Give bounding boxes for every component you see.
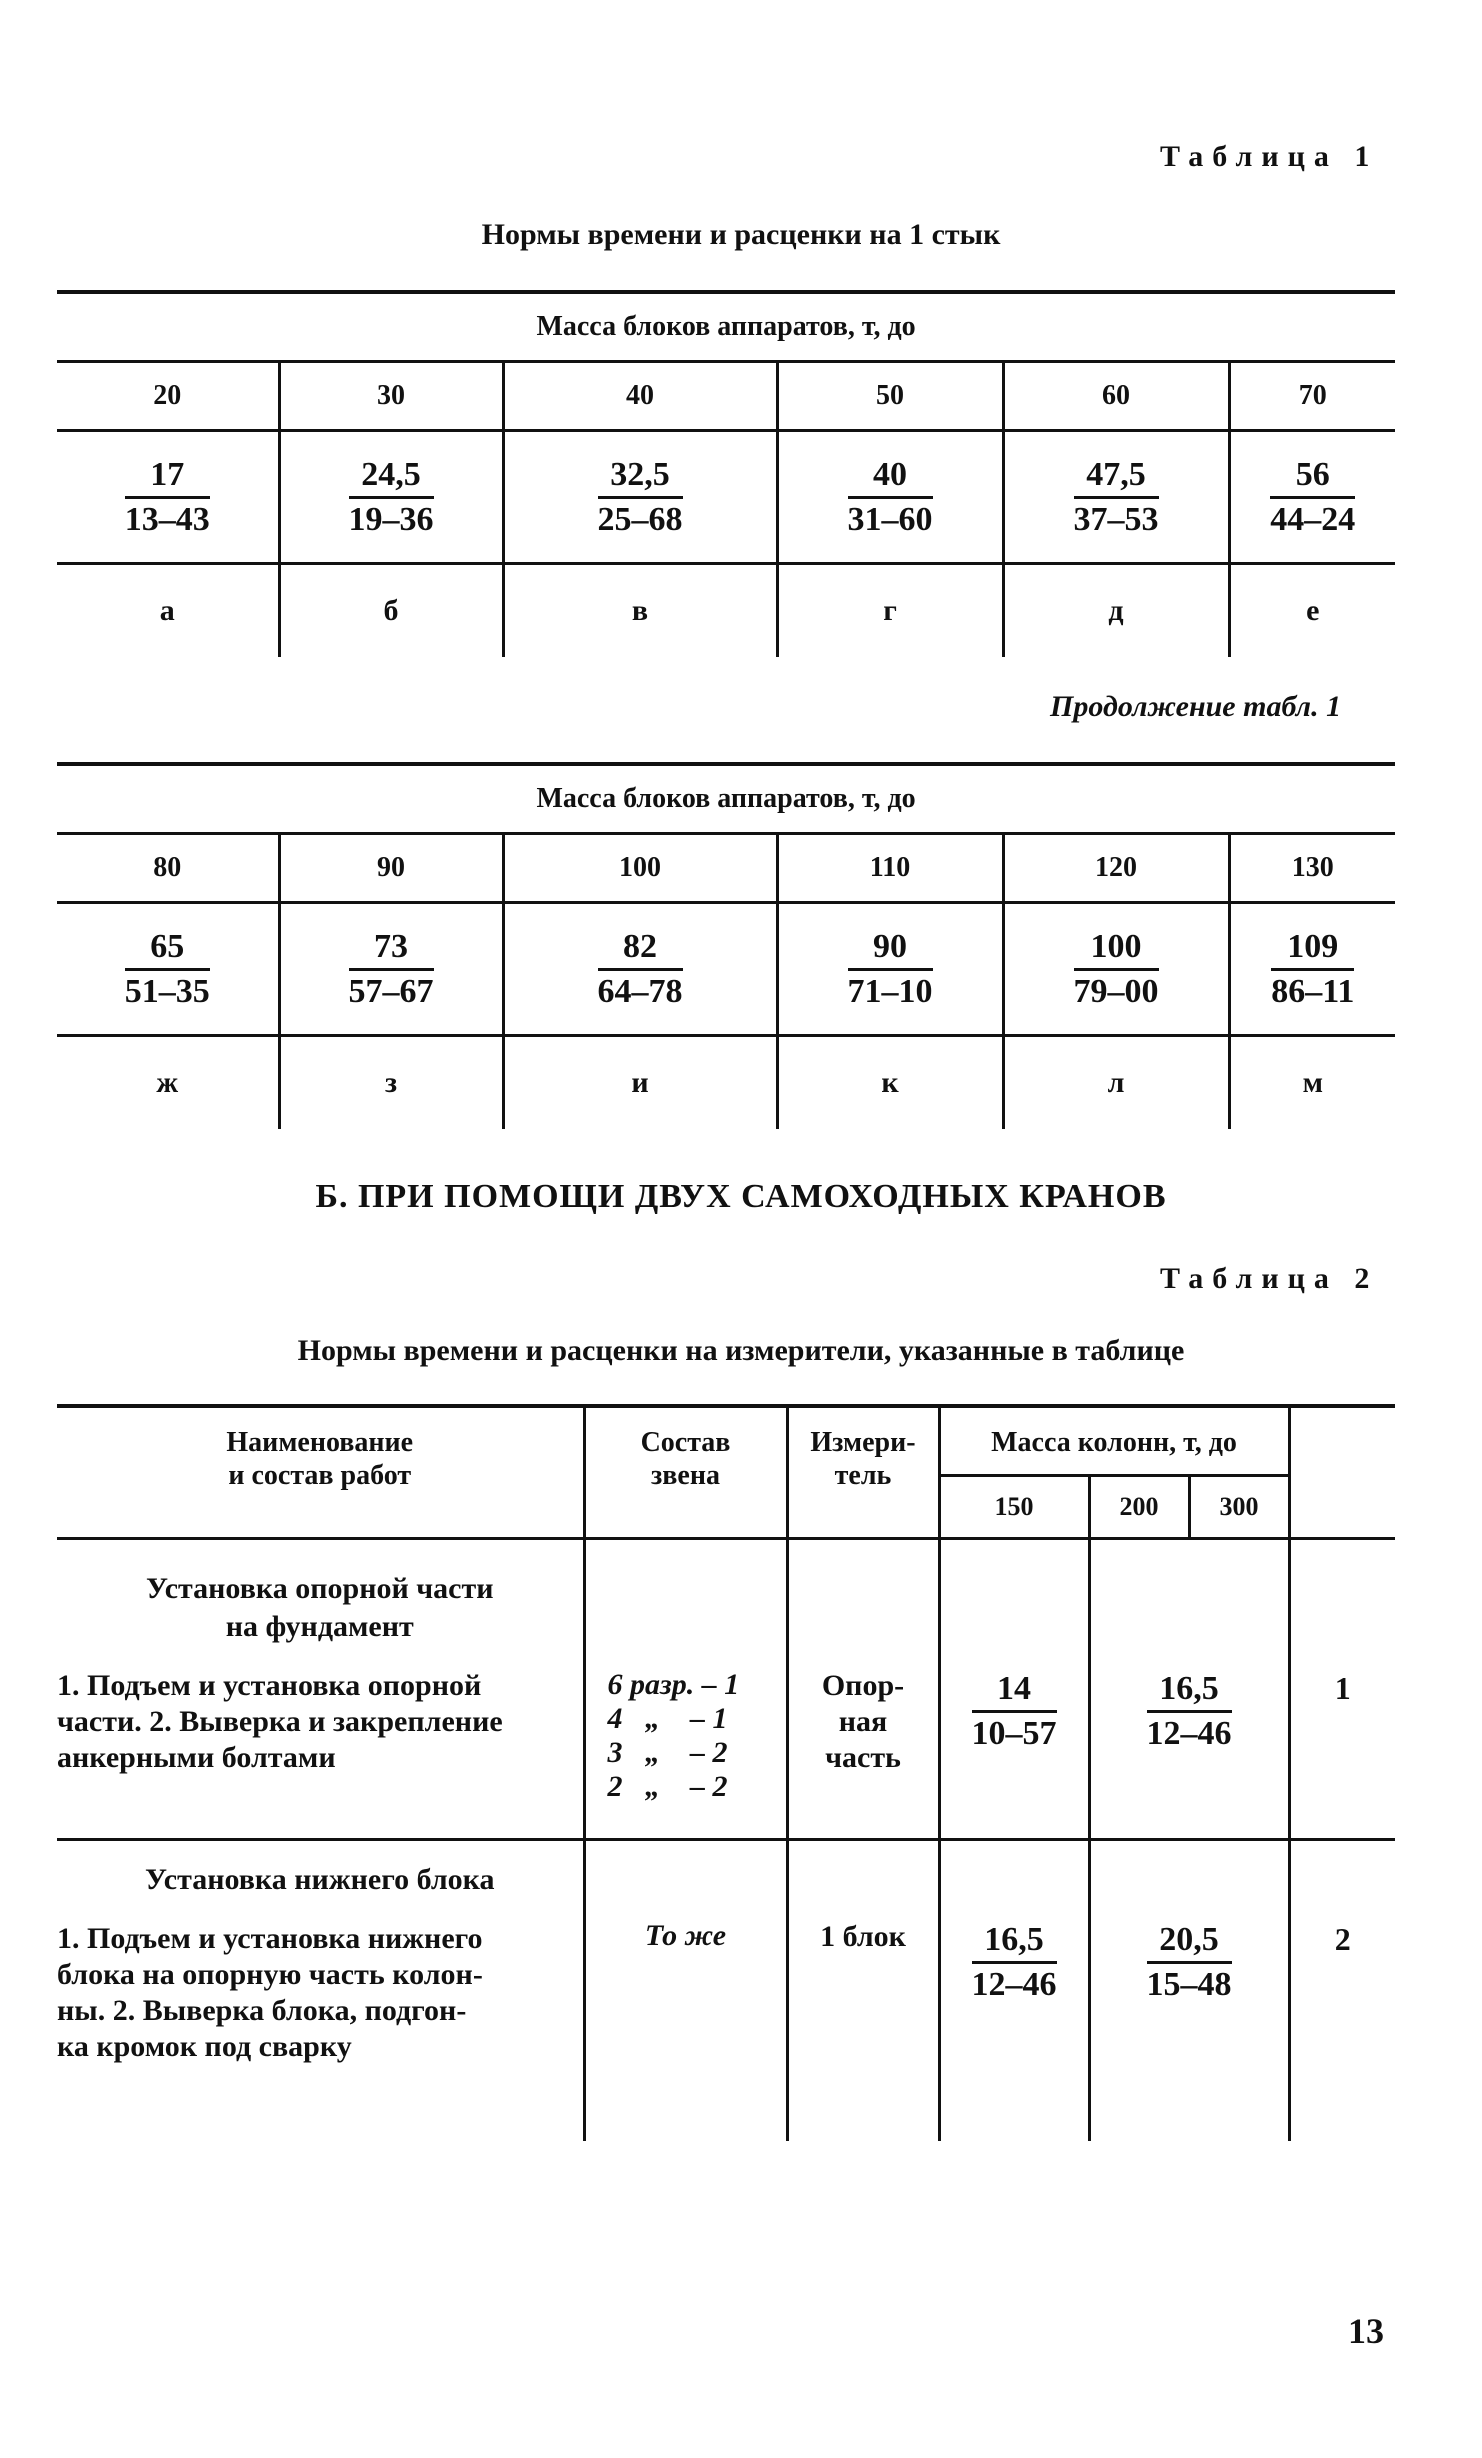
column-letter: л [1003, 1036, 1229, 1130]
mass-subcolumn: 150 [939, 1476, 1089, 1539]
norm-time: 47,5 [1074, 456, 1159, 499]
norm-price: 57–67 [348, 972, 434, 1010]
norm-time: 17 [125, 456, 210, 499]
desc-line: анкерными болтами [57, 1741, 336, 1774]
work-description [57, 1668, 583, 1776]
norm-time: 40 [848, 456, 933, 499]
table-row [57, 1539, 1395, 1840]
norm-cell [279, 903, 503, 1036]
unit-line: Опор- [821, 1669, 905, 1702]
crew-cell [584, 1840, 787, 2142]
table1-header: Масса блоков аппаратов, т, до [57, 292, 1395, 362]
row-index-value: 1 [1334, 1670, 1351, 1706]
norm-price: 19–36 [348, 500, 434, 538]
norm-time: 16,5 [972, 1921, 1057, 1964]
desc-line: ка кромок под сварку [57, 2030, 352, 2063]
table2-title: Нормы времени и расценки на измерители, указанные в таблице [297, 1334, 1185, 1367]
mass-column-header: Масса колонн, т, до [939, 1406, 1289, 1476]
mass-column-header: 70 [1229, 362, 1395, 431]
table1-part2 [57, 762, 1395, 1129]
unit-column-header [787, 1406, 939, 1539]
norm-price: 51–35 [124, 972, 210, 1010]
mass-column-header: 60 [1003, 362, 1229, 431]
mass-column-header: 80 [57, 834, 279, 903]
norm-cell [503, 903, 777, 1036]
norm-time: 56 [1270, 456, 1355, 499]
mass-subcolumn: 200 [1089, 1476, 1189, 1539]
unit-line: 1 блок [820, 1920, 906, 1953]
mass-subcolumn: 300 [1189, 1476, 1289, 1539]
desc-line: части. 2. Выверка и закрепление [57, 1705, 503, 1738]
desc-line: 1. Подъем и установка опорной [57, 1669, 482, 1702]
row-index [1289, 1840, 1395, 2142]
crew-line: 4 „ – 1 [607, 1702, 728, 1735]
norm-price: 37–53 [1073, 500, 1159, 538]
norm-time: 65 [125, 928, 210, 971]
work-title-line: Установка опорной части [145, 1572, 494, 1605]
norm-cell [57, 903, 279, 1036]
work-cell [57, 1840, 584, 2142]
norm-price: 15–48 [1146, 1966, 1232, 2003]
norm-time: 24,5 [349, 456, 434, 499]
row-index-value: 2 [1334, 1921, 1351, 1957]
crew-line: 2 „ – 2 [607, 1770, 728, 1803]
column-letter: д [1003, 564, 1229, 658]
norm-time: 100 [1074, 928, 1159, 971]
desc-line: 1. Подъем и установка нижнего [57, 1922, 483, 1955]
crew-column-header [584, 1406, 787, 1539]
index-column-header [1289, 1406, 1395, 1539]
mass-column-header: 110 [777, 834, 1003, 903]
norm-price: 12–46 [1146, 1715, 1232, 1752]
column-letter: м [1229, 1036, 1395, 1130]
mass-column-header: 50 [777, 362, 1003, 431]
norm-cell [1003, 431, 1229, 564]
norm-time: 20,5 [1147, 1921, 1232, 1964]
mass-column-header: 30 [279, 362, 503, 431]
header-line: Измери- [810, 1427, 916, 1458]
norm-time: 109 [1271, 928, 1354, 971]
norm-price: 31–60 [847, 500, 933, 538]
header-line: тель [834, 1460, 892, 1491]
norm-price: 86–11 [1271, 972, 1355, 1010]
norm-cell [503, 431, 777, 564]
norm-time: 82 [598, 928, 683, 971]
norm-cell [279, 431, 503, 564]
norm-cell [1089, 1539, 1289, 1840]
table1-label: Таблица 1 [1160, 140, 1379, 173]
norm-cell [939, 1539, 1089, 1840]
column-letter: г [777, 564, 1003, 658]
norm-time: 73 [349, 928, 434, 971]
mass-column-header: 20 [57, 362, 279, 431]
unit-line: часть [825, 1741, 901, 1774]
norm-cell [57, 431, 279, 564]
crew-line: То же [644, 1919, 727, 1952]
work-column-header [57, 1406, 584, 1539]
norm-time: 32,5 [598, 456, 683, 499]
column-letter: ж [156, 1066, 179, 1099]
norm-cell [777, 903, 1003, 1036]
work-title [57, 1570, 583, 1646]
mass-column-header: 100 [503, 834, 777, 903]
column-letter: в [503, 564, 777, 658]
column-letter: е [1229, 564, 1395, 658]
table1-part1 [57, 290, 1395, 657]
column-letter: к [777, 1036, 1003, 1130]
norm-cell [1229, 903, 1395, 1036]
mass-column-header: 40 [503, 362, 777, 431]
work-description [57, 1921, 583, 2065]
norm-time: 90 [848, 928, 933, 971]
norm-price: 12–46 [971, 1966, 1057, 2003]
unit-cell [787, 1539, 939, 1840]
column-letter: з [279, 1036, 503, 1130]
work-title-line: на фундамент [225, 1610, 414, 1643]
norm-cell [1229, 431, 1395, 564]
header-line: Состав [640, 1427, 731, 1458]
norm-time: 16,5 [1147, 1670, 1232, 1713]
table1-continuation: Продолжение табл. 1 [1050, 690, 1342, 723]
unit-line: ная [838, 1705, 888, 1738]
table1-title: Нормы времени и расценки на 1 стык [481, 218, 1001, 251]
mass-column-header: 120 [1003, 834, 1229, 903]
header-line: и состав работ [228, 1460, 412, 1491]
column-letter: и [503, 1036, 777, 1130]
column-letter: а [159, 594, 175, 627]
norm-time: 14 [972, 1670, 1057, 1713]
norm-cell [1003, 903, 1229, 1036]
norm-price: 64–78 [597, 972, 683, 1010]
norm-price: 71–10 [847, 972, 933, 1010]
row-index [1289, 1539, 1395, 1840]
header-line: звена [651, 1460, 720, 1491]
desc-line: ны. 2. Выверка блока, подгон- [57, 1994, 467, 2027]
section-title: Б. ПРИ ПОМОЩИ ДВУХ САМОХОДНЫХ КРАНОВ [315, 1178, 1167, 1215]
work-title: Установка нижнего блока [145, 1863, 495, 1896]
crew-cell [584, 1539, 787, 1840]
mass-column-header: 130 [1229, 834, 1395, 903]
table1-header: Масса блоков аппаратов, т, до [57, 764, 1395, 834]
mass-column-header: 90 [279, 834, 503, 903]
norm-cell [939, 1840, 1089, 2142]
norm-price: 79–00 [1073, 972, 1159, 1010]
table-row [57, 1840, 1395, 2142]
column-letter: б [279, 564, 503, 658]
work-cell [57, 1539, 584, 1840]
norm-cell [1089, 1840, 1289, 2142]
unit-cell [787, 1840, 939, 2142]
page-number: 13 [1348, 2311, 1384, 2351]
norm-price: 10–57 [971, 1715, 1057, 1752]
norm-cell [777, 431, 1003, 564]
table2-label: Таблица 2 [1160, 1262, 1379, 1295]
norm-price: 44–24 [1270, 500, 1356, 538]
crew-line: 3 „ – 2 [607, 1736, 728, 1769]
header-line: Наименование [226, 1427, 414, 1458]
norm-price: 25–68 [597, 500, 683, 538]
table2 [57, 1404, 1395, 2141]
desc-line: блока на опорную часть колон- [57, 1958, 483, 1991]
norm-price: 13–43 [124, 500, 210, 538]
crew-line: 6 разр. – 1 [607, 1668, 740, 1701]
